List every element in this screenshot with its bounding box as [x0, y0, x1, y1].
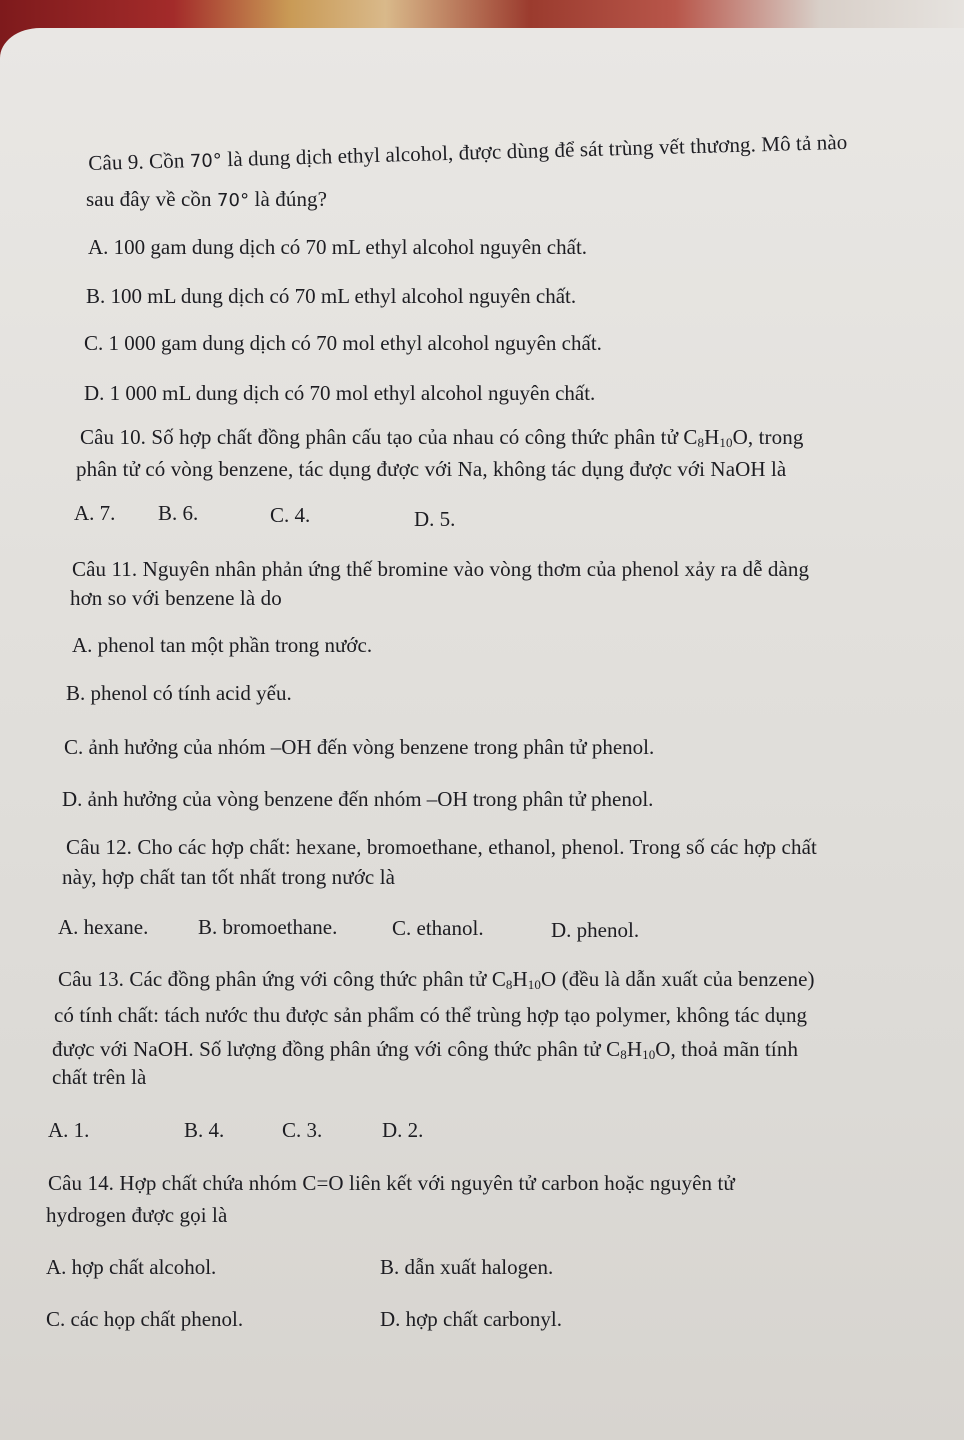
question-13-option-b: B. 4.	[184, 1118, 225, 1142]
question-12-line-2: này, hợp chất tan tốt nhất trong nước là	[62, 865, 396, 889]
question-13-line-1: Câu 13. Các đồng phân ứng với công thức phân tử $C_8H_{10}O$ (đều là dẫn xuất của benzene)	[58, 967, 815, 992]
question-9-line-1: Câu 9. Cồn 70° là dung dịch ethyl alcohol, được dùng để sát trùng vết thương. Mô tả nào	[88, 129, 848, 175]
question-14-option-b: B. dẫn xuất halogen.	[380, 1255, 554, 1279]
question-14-line-2: hydrogen được gọi là	[46, 1203, 228, 1227]
question-9-option-d: D. 1 000 mL dung dịch có 70 mol ethyl alcohol nguyên chất.	[84, 381, 596, 405]
question-13-line-2: có tính chất: tách nước thu được sản phẩm có thể trùng hợp tạo polymer, không tác dụng	[54, 1003, 808, 1027]
question-12-option-a: A. hexane.	[58, 915, 149, 939]
question-10-option-a: A. 7.	[74, 501, 116, 525]
question-14-option-d: D. hợp chất carbonyl.	[380, 1307, 562, 1331]
question-14-option-a: A. hợp chất alcohol.	[46, 1255, 217, 1279]
question-10-option-c: C. 4.	[270, 503, 311, 527]
question-11-line-1: Câu 11. Nguyên nhân phản ứng thế bromine vào vòng thơm của phenol xảy ra dễ dàng	[72, 557, 810, 581]
question-11-line-2: hơn so với benzene là do	[70, 586, 282, 610]
question-10-line-1: Câu 10. Số hợp chất đồng phân cấu tạo của nhau có công thức phân tử $C_8H_{10}O$, trong	[80, 425, 804, 450]
question-10-option-b: B. 6.	[158, 501, 199, 525]
question-14-option-c: C. các họp chất phenol.	[46, 1307, 244, 1331]
degree-value: 70°	[216, 190, 250, 211]
degree-value: 70°	[189, 150, 223, 173]
question-11-option-a: A. phenol tan một phần trong nước.	[72, 633, 373, 657]
question-9-option-a: A. 100 gam dung dịch có 70 mL ethyl alcohol nguyên chất.	[88, 235, 588, 259]
question-13-option-c: C. 3.	[282, 1118, 323, 1142]
question-11-option-b: B. phenol có tính acid yếu.	[66, 681, 292, 705]
question-13-option-a: A. 1.	[48, 1118, 90, 1142]
question-9-option-b: B. 100 mL dung dịch có 70 mL ethyl alcohol nguyên chất.	[86, 284, 577, 308]
question-10-line-2: phân tử có vòng benzene, tác dụng được với Na, không tác dụng được với NaOH là	[76, 457, 787, 481]
question-12-option-d: D. phenol.	[551, 918, 640, 942]
question-9-line-2: sau đây về cồn 70° là đúng?	[86, 187, 328, 211]
question-13-option-d: D. 2.	[382, 1118, 424, 1142]
question-12-option-c: C. ethanol.	[392, 916, 484, 940]
question-10-option-d: D. 5.	[414, 507, 456, 531]
question-13-line-3: được với NaOH. Số lượng đồng phân ứng với công thức phân tử $C_8H_{10}O$, thoả mãn tính	[52, 1037, 799, 1062]
question-11-option-d: D. ảnh hưởng của vòng benzene đến nhóm –OH trong phân tử phenol.	[62, 787, 654, 811]
question-12-option-b: B. bromoethane.	[198, 915, 338, 939]
question-13-line-4: chất trên là	[52, 1065, 147, 1089]
question-11-option-c: C. ảnh hưởng của nhóm –OH đến vòng benzene trong phân tử phenol.	[64, 735, 655, 759]
question-9-option-c: C. 1 000 gam dung dịch có 70 mol ethyl alcohol nguyên chất.	[84, 331, 602, 355]
question-14-line-1: Câu 14. Hợp chất chứa nhóm C=O liên kết với nguyên tử carbon hoặc nguyên tử	[48, 1171, 735, 1195]
question-12-line-1: Câu 12. Cho các hợp chất: hexane, bromoethane, ethanol, phenol. Trong số các hợp chất	[66, 835, 817, 859]
